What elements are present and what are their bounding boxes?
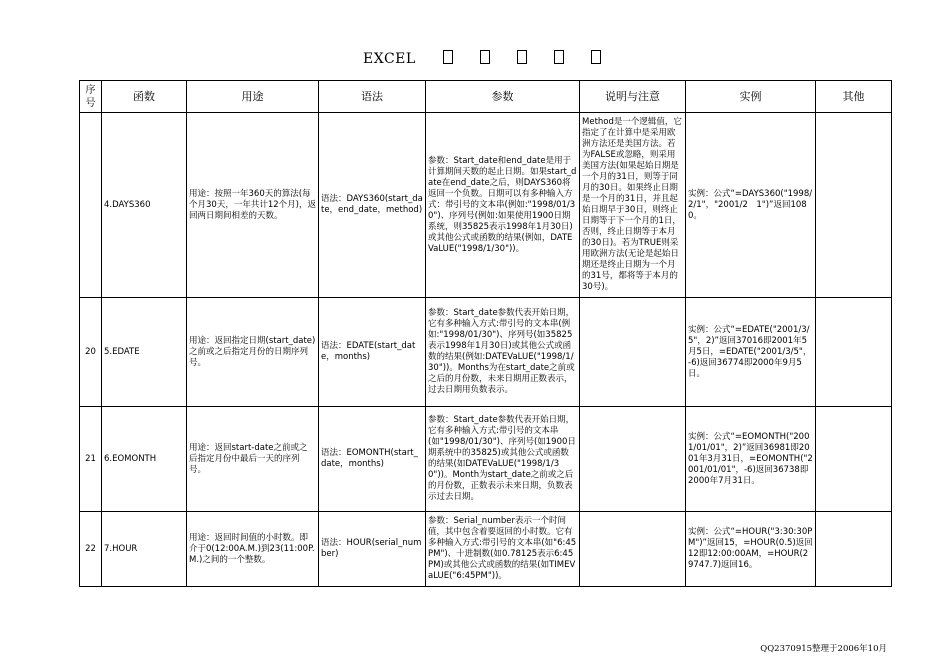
notes-cell xyxy=(580,298,686,407)
function-name: 7.HOUR xyxy=(102,512,187,587)
header-example: 实例 xyxy=(686,81,816,113)
header-row xyxy=(80,81,892,113)
header-other: 其他 xyxy=(816,81,892,113)
row-index: 22 xyxy=(80,512,102,587)
usage-cell: 用途：返回start-date之前或之后指定月份中最后一天的序列号。 xyxy=(187,407,319,512)
example-cell: 实例：公式“=DAYS360("1998/2/1"，"2001/2 1")”返回1080。 xyxy=(686,113,816,298)
header-index: 序号 xyxy=(80,81,102,113)
missing-glyph-box xyxy=(554,50,564,64)
params-cell: 参数：Start_date参数代表开始日期，它有多种输入方式:带引号的文本串(如"1998/01/30")、序列号(如1900日期系统中的35825)或其他公式或函数的结果(如DATEVaLUE("1998/1/30"))。Month为start_date之前或之后的月份数，正数表示未来日期，负数表示过去日期。 xyxy=(426,407,580,512)
usage-cell: 用途：按照一年360天的算法(每个月30天，一年共计12个月)，返回两日期间相差的天数。 xyxy=(187,113,319,298)
row-index: 21 xyxy=(80,407,102,512)
function-name: 4.DAYS360 xyxy=(102,113,187,298)
notes-cell: Method是一个逻辑值，它指定了在计算中是采用欧洲方法还是美国方法。若为FALSE或忽略，则采用美国方法(如果起始日期是一个月的31日，则等于同月的30日。如果终止日期是一个月的31日，并且起始日期早于30日，则终止日期等于下一个月的1日，否则，终止日期等于本月的30日)。若为TRUE则采用欧洲方法(无论是起始日期还是终止日期为一个月的31号，都将等于本月的30号)。 xyxy=(580,113,686,298)
notes-cell xyxy=(580,407,686,512)
function-name: 6.EOMONTH xyxy=(102,407,187,512)
syntax-cell: 语法：EDATE(start_date，months) xyxy=(319,298,426,407)
usage-cell: 用途：返回时间值的小时数。即介于0(12:00A.M.)到23(11:00P.M.)之间的一个整数。 xyxy=(187,512,319,587)
other-cell xyxy=(816,113,892,298)
example-cell: 实例：公式“=HOUR("3:30:30PM")”返回15，=HOUR(0.5)返回12即12:00:00AM，=HOUR(29747.7)返回16。 xyxy=(686,512,816,587)
header-syntax: 语法 xyxy=(319,81,426,113)
table-row xyxy=(80,298,892,407)
other-cell xyxy=(816,407,892,512)
example-cell: 实例：公式“=EOMONTH("2001/01/01"，2)”返回36981即2001年3月31日，=EOMONTH("2001/01/01"，-6)返回36738即2000年7月31日。 xyxy=(686,407,816,512)
usage-cell: 用途：返回指定日期(start_date)之前或之后指定月份的日期序列号。 xyxy=(187,298,319,407)
missing-glyph-box xyxy=(517,50,527,64)
title-text: EXCEL xyxy=(363,51,416,67)
row-index: 20 xyxy=(80,298,102,407)
function-name: 5.EDATE xyxy=(102,298,187,407)
table-row xyxy=(80,113,892,298)
params-cell: 参数：Start_date和end_date是用于计算期间天数的起止日期。如果start_date在end_date之后，则DAYS360将返回一个负数。日期可以有多种输入方式：带引号的文本串(例如:"1998/01/30")、序列号(例如:如果使用1900日期系统，则35825表示1998年1月30日)或其他公式或函数的结果(例如，DATEVaLUE("1998/1/30"))。 xyxy=(426,113,580,298)
missing-glyph-box xyxy=(591,50,601,64)
header-function: 函数 xyxy=(102,81,187,113)
header-params: 参数 xyxy=(426,81,580,113)
missing-glyph-box xyxy=(443,50,453,64)
example-cell: 实例：公式“=EDATE("2001/3/5"，2)”返回37016即2001年5月5日，=EDATE("2001/3/5"，-6)返回36774即2000年9月5日。 xyxy=(686,298,816,407)
function-table xyxy=(79,80,892,587)
document-title xyxy=(363,50,601,67)
syntax-cell: 语法：EOMONTH(start_date，months) xyxy=(319,407,426,512)
table-row xyxy=(80,512,892,587)
footer-note: QQ2370915整理于2006年10月 xyxy=(760,644,887,654)
params-cell: 参数：Serial_number表示一个时间值，其中包含着要返回的小时数。它有多种输入方式:带引号的文本串(如"6:45PM")、十进制数(如0.78125表示6:45PM)或其他公式或函数的结果(如TIMEVaLUE("6:45PM"))。 xyxy=(426,512,580,587)
header-usage: 用途 xyxy=(187,81,319,113)
table-row xyxy=(80,407,892,512)
syntax-cell: 语法：DAYS360(start_date，end_date，method) xyxy=(319,113,426,298)
syntax-cell: 语法：HOUR(serial_number) xyxy=(319,512,426,587)
missing-glyph-box xyxy=(480,50,490,64)
notes-cell xyxy=(580,512,686,587)
other-cell xyxy=(816,512,892,587)
header-notes: 说明与注意 xyxy=(580,81,686,113)
row-index xyxy=(80,113,102,298)
params-cell: 参数：Start_date参数代表开始日期，它有多种输入方式:带引号的文本串(例如:"1998/01/30")、序列号(如35825表示1998年1月30日)或其他公式或函数的结果(例如:DATEVaLUE("1998/1/30"))。Months为在start_date之前或之后的月份数，未来日期用正数表示，过去日期用负数表示。 xyxy=(426,298,580,407)
other-cell xyxy=(816,298,892,407)
